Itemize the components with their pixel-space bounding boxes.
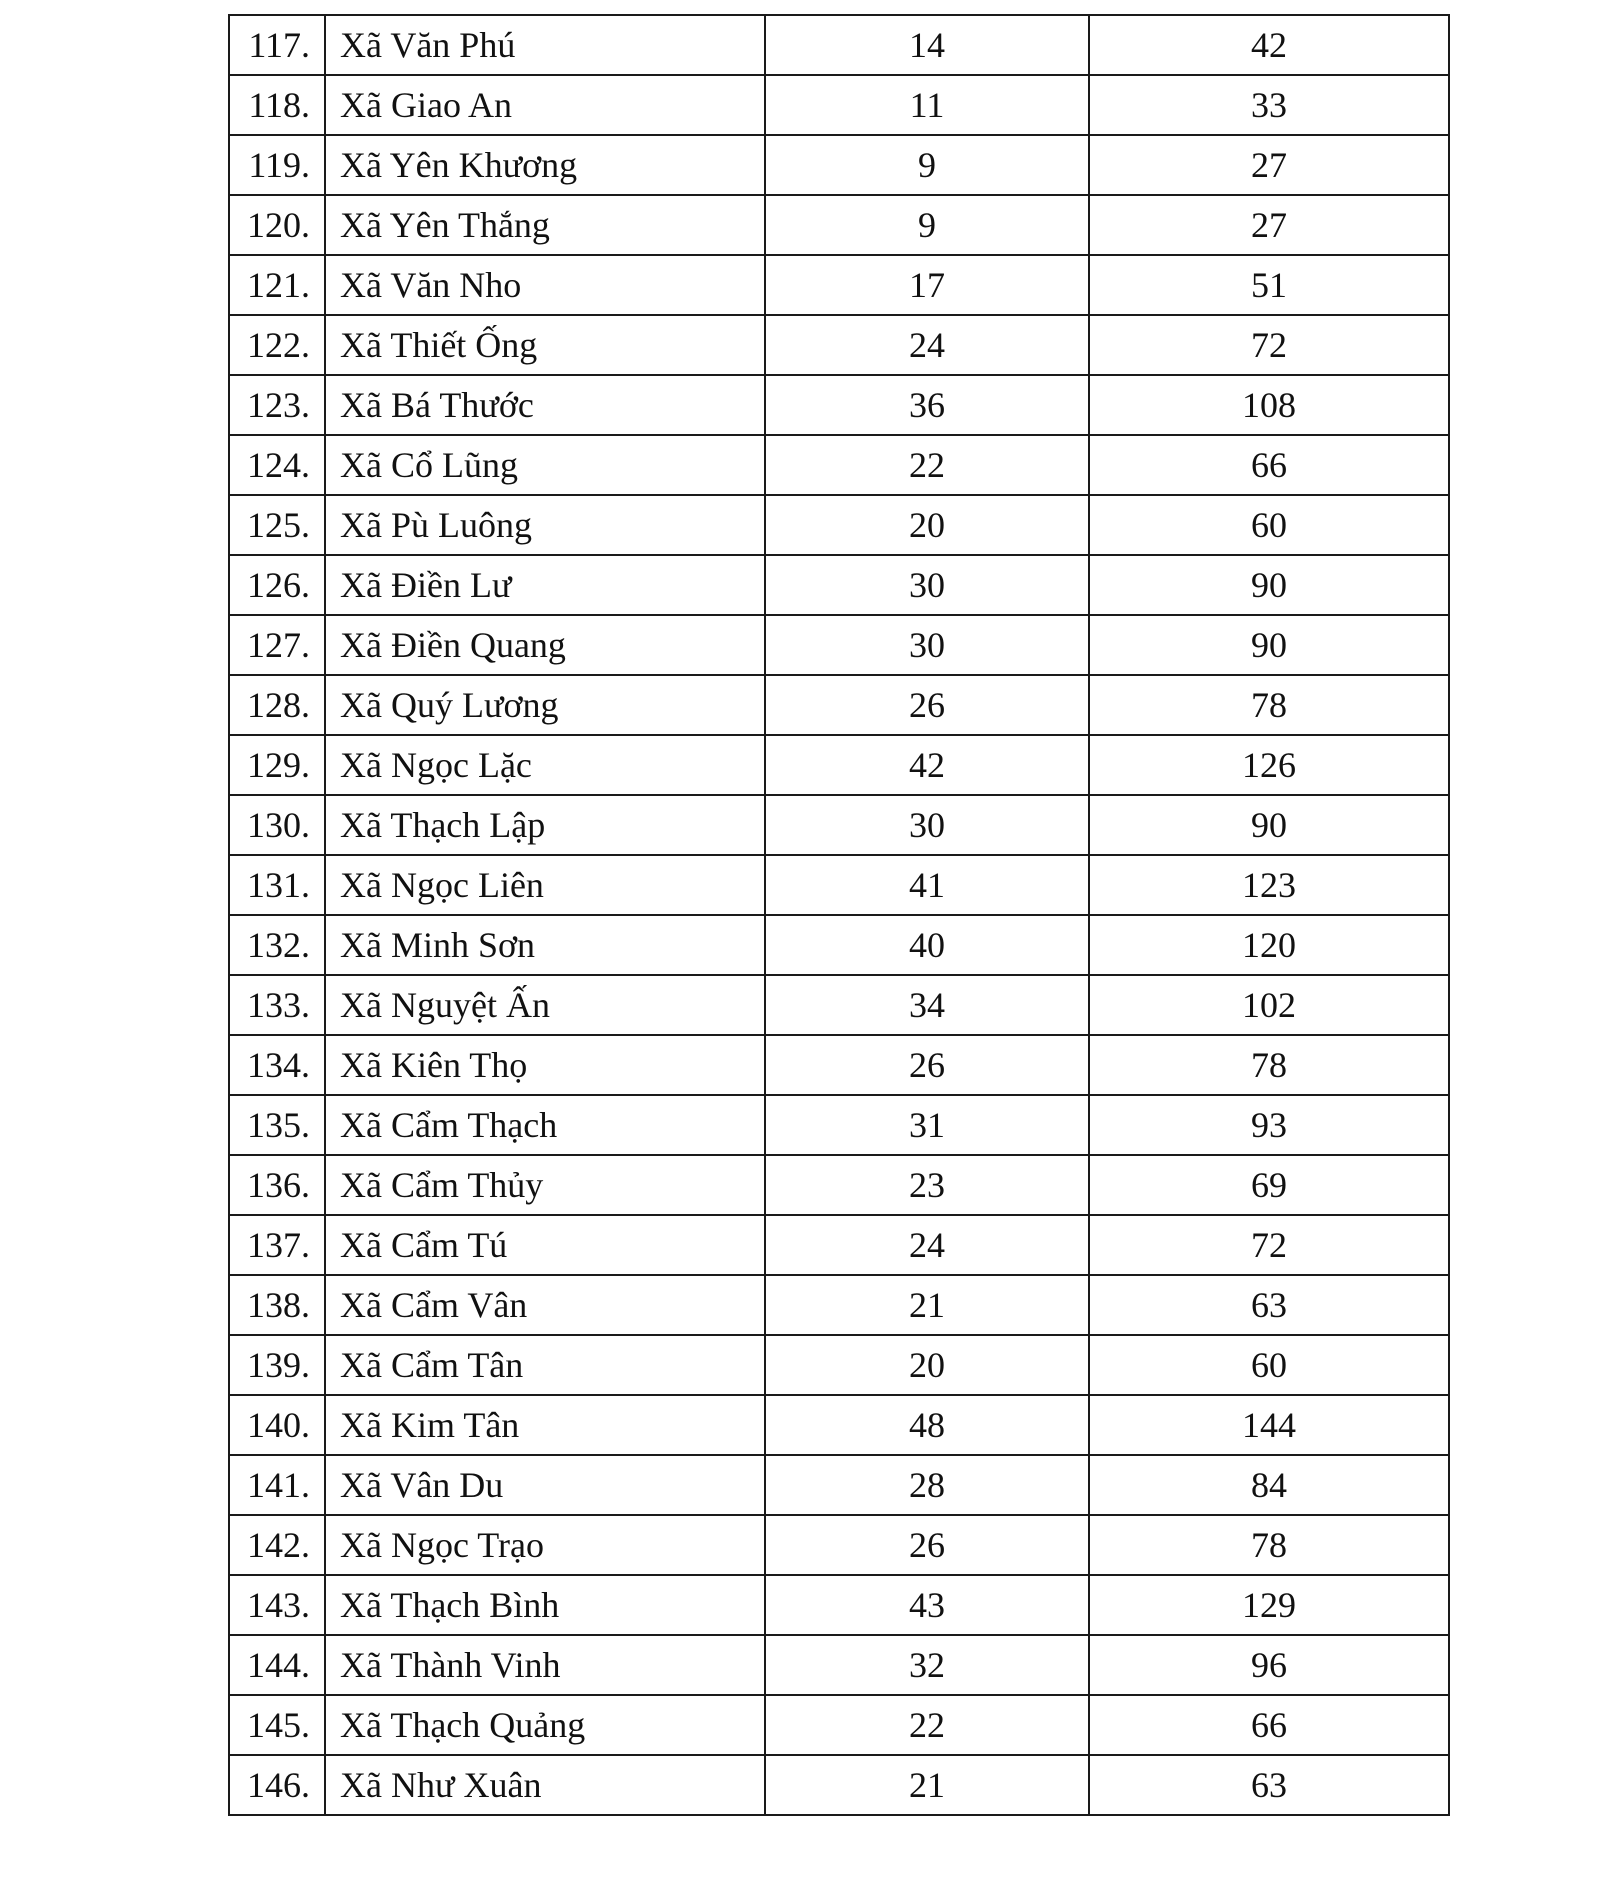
value-col-2: 120 [1089,915,1449,975]
table-row [229,315,1449,375]
commune-name: Xã Yên Khương [325,135,765,195]
value-col-2: 27 [1089,195,1449,255]
value-col-1: 42 [765,735,1089,795]
commune-name: Xã Điền Quang [325,615,765,675]
table-row [229,1575,1449,1635]
value-col-1: 21 [765,1755,1089,1815]
row-number: 143. [229,1575,325,1635]
table-row [229,1215,1449,1275]
commune-name: Xã Thiết Ống [325,315,765,375]
table-row [229,1455,1449,1515]
table-row [229,135,1449,195]
commune-name: Xã Điền Lư [325,555,765,615]
value-col-2: 78 [1089,675,1449,735]
table-row [229,255,1449,315]
row-number: 142. [229,1515,325,1575]
value-col-1: 48 [765,1395,1089,1455]
commune-name: Xã Thạch Quảng [325,1695,765,1755]
commune-name: Xã Ngọc Lặc [325,735,765,795]
value-col-1: 36 [765,375,1089,435]
value-col-2: 144 [1089,1395,1449,1455]
table-row [229,795,1449,855]
commune-name: Xã Pù Luông [325,495,765,555]
table-row [229,375,1449,435]
row-number: 135. [229,1095,325,1155]
commune-name: Xã Cẩm Thạch [325,1095,765,1155]
table-row [229,1275,1449,1335]
value-col-1: 31 [765,1095,1089,1155]
value-col-2: 66 [1089,435,1449,495]
table-row [229,1155,1449,1215]
table-row [229,675,1449,735]
value-col-1: 26 [765,1515,1089,1575]
commune-name: Xã Giao An [325,75,765,135]
value-col-2: 27 [1089,135,1449,195]
table-row [229,615,1449,675]
value-col-1: 30 [765,555,1089,615]
value-col-2: 96 [1089,1635,1449,1695]
row-number: 118. [229,75,325,135]
value-col-2: 66 [1089,1695,1449,1755]
table-body [229,15,1449,1815]
table-row [229,915,1449,975]
table-row [229,1095,1449,1155]
row-number: 128. [229,675,325,735]
value-col-1: 22 [765,435,1089,495]
row-number: 119. [229,135,325,195]
table-row [229,735,1449,795]
table-row [229,975,1449,1035]
value-col-2: 72 [1089,1215,1449,1275]
row-number: 138. [229,1275,325,1335]
commune-name: Xã Thạch Lập [325,795,765,855]
value-col-1: 9 [765,135,1089,195]
commune-name: Xã Ngọc Trạo [325,1515,765,1575]
value-col-1: 22 [765,1695,1089,1755]
value-col-1: 34 [765,975,1089,1035]
value-col-2: 93 [1089,1095,1449,1155]
row-number: 120. [229,195,325,255]
table-row [229,495,1449,555]
value-col-2: 60 [1089,1335,1449,1395]
value-col-2: 84 [1089,1455,1449,1515]
commune-name: Xã Kiên Thọ [325,1035,765,1095]
value-col-1: 24 [765,1215,1089,1275]
table-row [229,195,1449,255]
row-number: 144. [229,1635,325,1695]
value-col-1: 32 [765,1635,1089,1695]
commune-name: Xã Cẩm Vân [325,1275,765,1335]
value-col-1: 11 [765,75,1089,135]
row-number: 130. [229,795,325,855]
table-row [229,555,1449,615]
value-col-1: 23 [765,1155,1089,1215]
value-col-2: 78 [1089,1035,1449,1095]
table-row [229,1515,1449,1575]
row-number: 126. [229,555,325,615]
value-col-1: 43 [765,1575,1089,1635]
commune-name: Xã Nguyệt Ấn [325,975,765,1035]
value-col-1: 30 [765,795,1089,855]
table-row [229,1035,1449,1095]
row-number: 134. [229,1035,325,1095]
commune-name: Xã Văn Phú [325,15,765,75]
row-number: 125. [229,495,325,555]
commune-name: Xã Ngọc Liên [325,855,765,915]
commune-name: Xã Bá Thước [325,375,765,435]
row-number: 131. [229,855,325,915]
row-number: 140. [229,1395,325,1455]
commune-name: Xã Kim Tân [325,1395,765,1455]
commune-table [228,14,1450,1816]
table-row [229,75,1449,135]
row-number: 139. [229,1335,325,1395]
value-col-1: 24 [765,315,1089,375]
commune-name: Xã Cổ Lũng [325,435,765,495]
value-col-1: 30 [765,615,1089,675]
table-row [229,1335,1449,1395]
value-col-1: 26 [765,1035,1089,1095]
value-col-2: 129 [1089,1575,1449,1635]
value-col-1: 20 [765,1335,1089,1395]
value-col-2: 126 [1089,735,1449,795]
row-number: 121. [229,255,325,315]
row-number: 136. [229,1155,325,1215]
value-col-2: 63 [1089,1755,1449,1815]
commune-name: Xã Vân Du [325,1455,765,1515]
value-col-2: 33 [1089,75,1449,135]
commune-name: Xã Cẩm Tú [325,1215,765,1275]
commune-name: Xã Quý Lương [325,675,765,735]
row-number: 146. [229,1755,325,1815]
value-col-1: 20 [765,495,1089,555]
row-number: 127. [229,615,325,675]
table-row [229,1755,1449,1815]
value-col-2: 51 [1089,255,1449,315]
commune-name: Xã Thạch Bình [325,1575,765,1635]
row-number: 132. [229,915,325,975]
row-number: 141. [229,1455,325,1515]
commune-name: Xã Văn Nho [325,255,765,315]
value-col-2: 123 [1089,855,1449,915]
row-number: 129. [229,735,325,795]
table-row [229,855,1449,915]
row-number: 124. [229,435,325,495]
value-col-2: 42 [1089,15,1449,75]
row-number: 123. [229,375,325,435]
value-col-1: 21 [765,1275,1089,1335]
value-col-2: 90 [1089,615,1449,675]
row-number: 137. [229,1215,325,1275]
table-row [229,1635,1449,1695]
value-col-2: 78 [1089,1515,1449,1575]
commune-name: Xã Yên Thắng [325,195,765,255]
value-col-2: 90 [1089,555,1449,615]
value-col-2: 60 [1089,495,1449,555]
value-col-2: 69 [1089,1155,1449,1215]
row-number: 117. [229,15,325,75]
commune-name: Xã Minh Sơn [325,915,765,975]
value-col-2: 63 [1089,1275,1449,1335]
value-col-1: 9 [765,195,1089,255]
value-col-1: 26 [765,675,1089,735]
value-col-2: 102 [1089,975,1449,1035]
commune-name: Xã Cẩm Tân [325,1335,765,1395]
table-row [229,435,1449,495]
row-number: 145. [229,1695,325,1755]
table-row [229,1695,1449,1755]
value-col-1: 17 [765,255,1089,315]
value-col-2: 90 [1089,795,1449,855]
commune-name: Xã Cẩm Thủy [325,1155,765,1215]
value-col-1: 28 [765,1455,1089,1515]
table-row [229,15,1449,75]
row-number: 122. [229,315,325,375]
value-col-2: 72 [1089,315,1449,375]
value-col-1: 40 [765,915,1089,975]
value-col-1: 14 [765,15,1089,75]
row-number: 133. [229,975,325,1035]
value-col-1: 41 [765,855,1089,915]
table-row [229,1395,1449,1455]
commune-name: Xã Như Xuân [325,1755,765,1815]
value-col-2: 108 [1089,375,1449,435]
commune-name: Xã Thành Vinh [325,1635,765,1695]
